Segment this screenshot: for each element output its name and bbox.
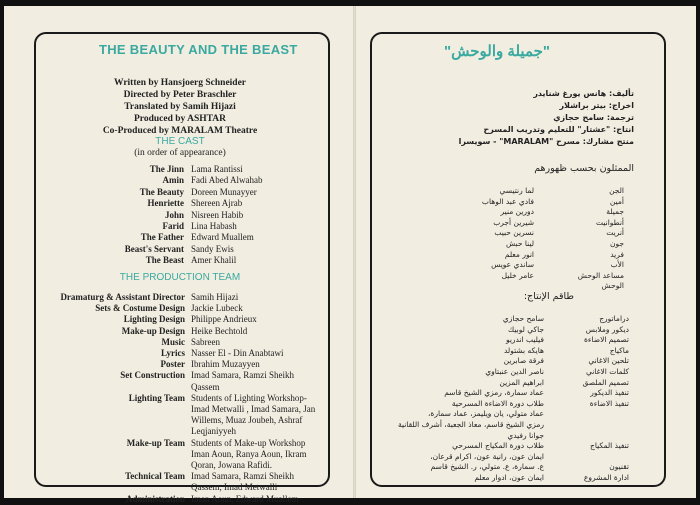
team-name: Iman Aoun, Edward Muallem (191, 493, 299, 504)
arabic-production-heading: طاقم الإنتاج: (523, 291, 574, 302)
team-name: Jackie Lubeck (191, 303, 243, 314)
ar-cast-role: فريد (610, 249, 624, 259)
cast-role: The Beast (145, 255, 184, 266)
ar-team-name: فرقة صابرين (503, 356, 544, 366)
ar-credit-director: اخراج: بيتر براشلار (559, 101, 634, 110)
ar-team-role: ديكور وملابس (585, 324, 629, 334)
team-name: Imad Samara, Ramzi Sheikh Qassem (191, 370, 294, 392)
team-role: Make-up Design (121, 325, 185, 336)
ar-cast-role: أمين (609, 196, 624, 206)
ar-team-role: تنفيذ الاضاءة (589, 398, 629, 408)
ar-team-role: تنفيذ المكياج (590, 441, 629, 451)
cast-role: Beast's Servant (124, 243, 184, 254)
arabic-cast-heading: الممثلون بحسب ظهورهم (534, 163, 634, 174)
ar-team-role: تقنيون (609, 462, 629, 472)
cast-role: The Jinn (149, 164, 184, 174)
cast-role: The Father (140, 232, 184, 243)
ar-cast-name: فادي عبد الوهاب (481, 196, 534, 206)
arabic-credits (404, 88, 634, 148)
ar-team-name: ابراهيم المزين (499, 377, 544, 387)
cast-role: The Beauty (139, 186, 184, 197)
ar-cast-name: شيرين أجرب (493, 217, 534, 227)
ar-cast-role: الجن (609, 186, 624, 195)
credit-director: Directed by Peter Braschler (123, 90, 237, 100)
team-name: Samih Hijazi (191, 292, 239, 302)
english-title: THE BEAUTY AND THE BEAST (99, 42, 298, 57)
ar-cast-name: نسرين حبيب (494, 228, 534, 238)
team-role: Music (161, 336, 185, 347)
team-name: Students of Lighting Workshop- Imad Metwalli , Imad Samara, Jan Willems, Muaz Joubeh, Ashraf Leqjaniyyeh (191, 392, 316, 437)
team-role: Lighting Team (128, 392, 185, 403)
ar-team-role: دراماتورج (599, 314, 629, 323)
credit-coproducer: Co-Produced by MARALAM Theatre (102, 126, 258, 136)
ar-team-role: تصميم الاضاءة (583, 335, 629, 345)
ar-cast-name: عامر خليل (501, 270, 534, 280)
cast-name: Doreen Munayyer (191, 186, 257, 197)
cast-name: Edward Muallem (191, 232, 254, 243)
ar-cast-role: الوحش (601, 281, 624, 291)
credit-translator: Translated by Samih Hijazi (124, 102, 236, 112)
programme-spread (4, 6, 696, 504)
ar-cast-role: الأب (610, 260, 624, 270)
ar-cast-name: ساندي عويس (491, 260, 534, 270)
cast-subheading: (in order of appearance) (134, 148, 226, 158)
team-name: Philippe Andrieux (191, 314, 257, 325)
ar-cast-role: جميلة (606, 207, 624, 217)
ar-team-role: كلمات الاغاني (585, 367, 629, 376)
ar-cast-name: لما رنتيسي (499, 186, 534, 195)
team-role: Lighting Design (123, 314, 185, 325)
ar-cast-role: أنطوانيت (596, 217, 624, 227)
cast-role: Farid (162, 221, 184, 231)
ar-team-name: رمزي الشيخ قاسم، معاذ الجعبة، أشرف اللقانية (397, 420, 544, 429)
ar-team-name: ناصر الدين عنبتاوي (485, 367, 544, 376)
ar-team-name: سامح حجازي (502, 314, 544, 323)
ar-team-role: تصميم الملصق (582, 377, 629, 387)
ar-team-role: ماكياج (609, 345, 629, 355)
ar-credit-writer: تأليف: هانس يورغ شنايدر (533, 89, 634, 98)
team-name: Sabreen (191, 336, 220, 347)
ar-credit-producer: انتاج: "عشتار" للتعليم وتدريب المسرح (483, 125, 634, 134)
ar-cast-name: انور معلم (504, 249, 534, 259)
ar-cast-name: دورين منير (500, 207, 534, 217)
ar-cast-role: مساعد الوحش (577, 270, 624, 280)
team-role: Make-up Team (126, 437, 185, 448)
ar-team-role: تنفيذ الديكور (590, 388, 629, 398)
english-credits (4, 77, 356, 137)
ar-team-name: ايمان عون، رانية عون، اكرام قرعان، (430, 451, 544, 461)
ar-team-name: ايمان عون، ادوار معلم (474, 473, 544, 482)
team-role: Administration (125, 493, 185, 504)
team-role: Technical Team (125, 471, 185, 482)
ar-cast-role: جون (609, 239, 624, 248)
cast-role: Henriette (147, 198, 184, 209)
team-name: Students of Make-up Workshop Iman Aoun, Ranya Aoun, Ikram Qoran, Jowana Rafidi. (191, 437, 307, 470)
cast-name: Amer Khalil (191, 255, 237, 266)
cast-role: Amin (162, 175, 184, 186)
ar-cast-role: أنريت (606, 228, 624, 238)
cast-name: Lama Rantissi (191, 164, 243, 174)
ar-team-name: ع. سمارة، ع. متولي، ر. الشيخ قاسم (430, 462, 544, 472)
cast-name: Shereen Ajrab (191, 198, 243, 209)
ar-team-name: جوانا رفيدي (507, 430, 544, 440)
arabic-title: "جميلة والوحش" (444, 43, 551, 60)
cast-name: Sandy Ewis (191, 243, 234, 254)
team-role: Lyrics (161, 348, 185, 358)
ar-team-role: تلحين الاغاني (588, 356, 629, 366)
ar-team-name: فيليب اندريو (505, 335, 544, 345)
ar-team-name: جاكي لوبيك (508, 324, 544, 334)
team-name: Nasser El - Din Anabtawi (191, 348, 284, 358)
cast-name: Fadi Abed Alwahab (191, 175, 263, 186)
ar-credit-coproducer: منتج مشارك: مسرح "MARALAM" - سويسرا (458, 137, 634, 146)
team-role: Poster (160, 359, 185, 370)
team-name: Ibrahim Muzayyen (191, 359, 260, 370)
ar-team-name: طلاب دورة المكياج المسرحي (452, 441, 544, 451)
ar-team-name: عماد سمارة، رمزي الشيخ قاسم (444, 388, 544, 398)
team-role: Set Construction (120, 370, 185, 381)
ar-team-name: هايكه بشتولد (503, 345, 544, 355)
team-role: Dramaturg & Assistant Director (60, 292, 185, 302)
credit-writer: Written by Hansjoerg Schneider (113, 78, 247, 88)
cast-name: Nisreen Habib (191, 209, 244, 220)
ar-team-name: طلاب دورة الاضاءة المسرحية (451, 398, 544, 408)
cast-heading: THE CAST (155, 136, 205, 147)
team-role: Sets & Costume Design (95, 303, 185, 314)
ar-credit-translator: ترجمة: سامح حجازي (553, 113, 634, 122)
team-name: Imad Samara, Ramzi Sheikh Qassem, Imad Metwalli (191, 471, 294, 493)
team-name: Heike Bechtold (191, 325, 248, 336)
ar-team-role: ادارة المشروع (583, 473, 629, 482)
ar-cast-name: لينا حبش (506, 239, 534, 248)
cast-role: John (164, 209, 184, 220)
production-heading: THE PRODUCTION TEAM (119, 272, 241, 283)
credit-producer: Produced by ASHTAR (133, 114, 227, 124)
cast-name: Lina Habash (191, 221, 237, 231)
ar-team-name: عماد متولي، يان ويليمز، عماد سمارة، (427, 409, 544, 419)
